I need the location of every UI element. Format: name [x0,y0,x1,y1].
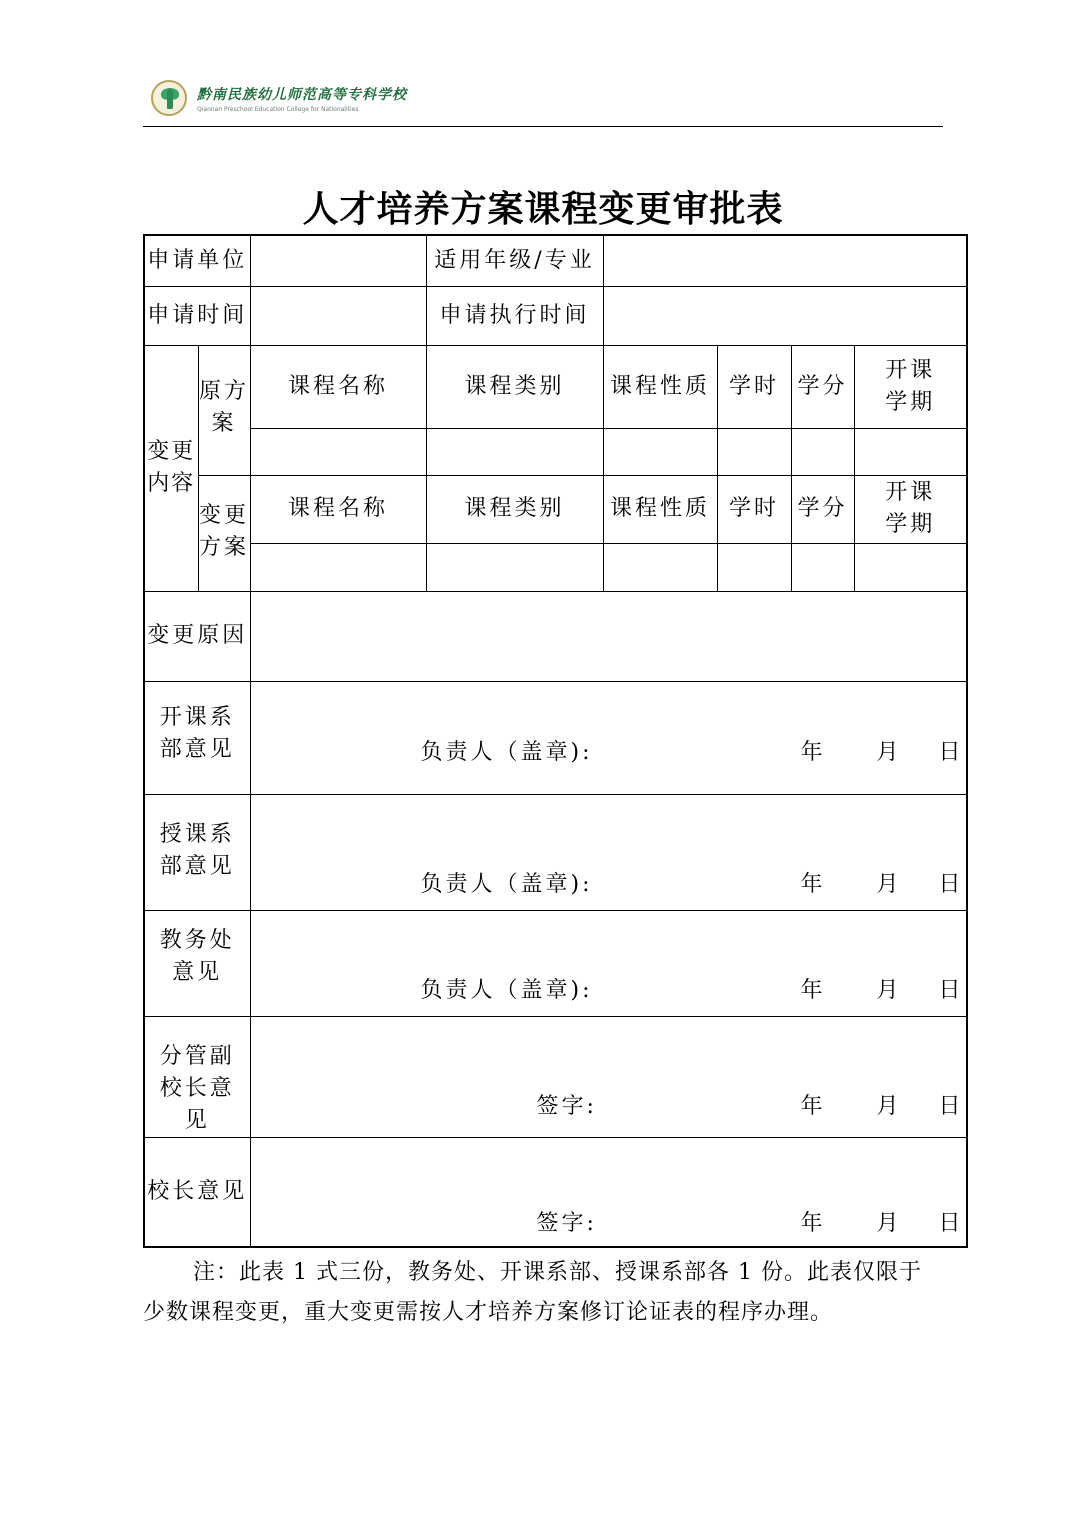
changed-course-category[interactable] [426,543,603,591]
original-semester[interactable] [854,428,967,475]
date-day: 日 [938,739,964,765]
date-month: 月 [876,1210,902,1236]
sign-label: 签字: [536,1210,597,1236]
date-year: 年 [800,1093,826,1119]
date-month: 月 [876,739,902,765]
date-year: 年 [800,1210,826,1236]
col-course-nature-2: 课程性质 [603,475,717,543]
col-course-category: 课程类别 [426,345,603,428]
field-teaching-dept-opinion[interactable] [250,794,967,910]
field-grade-major[interactable] [603,235,967,286]
changed-course-nature[interactable] [603,543,717,591]
label-dept-opinion: 开课系部意见 [144,681,250,794]
field-academic-affairs-opinion[interactable] [250,910,967,1016]
label-change-content: 变更内容 [144,345,198,591]
col-semester: 开课学期 [854,345,967,428]
date-month: 月 [876,1093,902,1119]
col-course-name-2: 课程名称 [250,475,426,543]
col-credits: 学分 [791,345,854,428]
date-month: 月 [876,871,902,897]
sign-label: 负责人（盖章): [420,739,593,765]
changed-credits[interactable] [791,543,854,591]
date-day: 日 [938,1210,964,1236]
label-changed-plan: 变更方案 [198,475,250,591]
school-logo-icon [151,80,187,116]
field-exec-time[interactable] [603,286,967,345]
field-change-reason[interactable] [250,591,967,681]
label-change-reason: 变更原因 [144,591,250,681]
form-title: 人才培养方案课程变更审批表 [302,188,784,230]
col-hours-2: 学时 [717,475,791,543]
label-academic-affairs-opinion: 教务处意见 [144,910,250,1016]
header-divider [143,126,943,127]
date-day: 日 [938,1093,964,1119]
date-year: 年 [800,977,826,1003]
changed-hours[interactable] [717,543,791,591]
original-course-category[interactable] [426,428,603,475]
label-exec-time: 申请执行时间 [426,286,603,345]
col-course-category-2: 课程类别 [426,475,603,543]
col-hours: 学时 [717,345,791,428]
date-day: 日 [938,977,964,1003]
date-day: 日 [938,871,964,897]
field-apply-time[interactable] [250,286,426,345]
page-header [143,72,943,127]
date-month: 月 [876,977,902,1003]
label-apply-time: 申请时间 [144,286,250,345]
sign-label: 负责人（盖章): [420,871,593,897]
field-apply-unit[interactable] [250,235,426,286]
col-course-nature: 课程性质 [603,345,717,428]
original-hours[interactable] [717,428,791,475]
label-vice-president-opinion: 分管副校长意见 [144,1016,250,1137]
original-course-nature[interactable] [603,428,717,475]
changed-semester[interactable] [854,543,967,591]
label-original-plan: 原方案 [198,345,250,475]
original-credits[interactable] [791,428,854,475]
original-course-name[interactable] [250,428,426,475]
label-apply-unit: 申请单位 [144,235,250,286]
field-vice-president-opinion[interactable] [250,1016,967,1137]
col-semester-2: 开课学期 [854,475,967,543]
school-name-cn: 黔南民族幼儿师范高等专科学校 [197,87,407,103]
col-course-name: 课程名称 [250,345,426,428]
changed-course-name[interactable] [250,543,426,591]
label-grade-major: 适用年级/专业 [426,235,603,286]
date-year: 年 [800,739,826,765]
footnote: 注：此表 1 式三份，教务处、开课系部、授课系部各 1 份。此表仅限于少数课程变更，重大变更需按人才培养方案修订论证表的程序办理。 [143,1260,922,1325]
label-president-opinion: 校长意见 [144,1137,250,1247]
date-year: 年 [800,871,826,897]
school-name-en: Qiannan Preschool Education College for Nationalities [197,106,359,113]
school-logo-text [197,84,407,113]
sign-label: 负责人（盖章): [420,977,593,1003]
col-credits-2: 学分 [791,475,854,543]
approval-form-table [143,234,968,1248]
field-dept-opinion[interactable] [250,681,967,794]
field-president-opinion[interactable] [250,1137,967,1247]
sign-label: 签字: [536,1093,597,1119]
label-teaching-dept-opinion: 授课系部意见 [144,794,250,910]
